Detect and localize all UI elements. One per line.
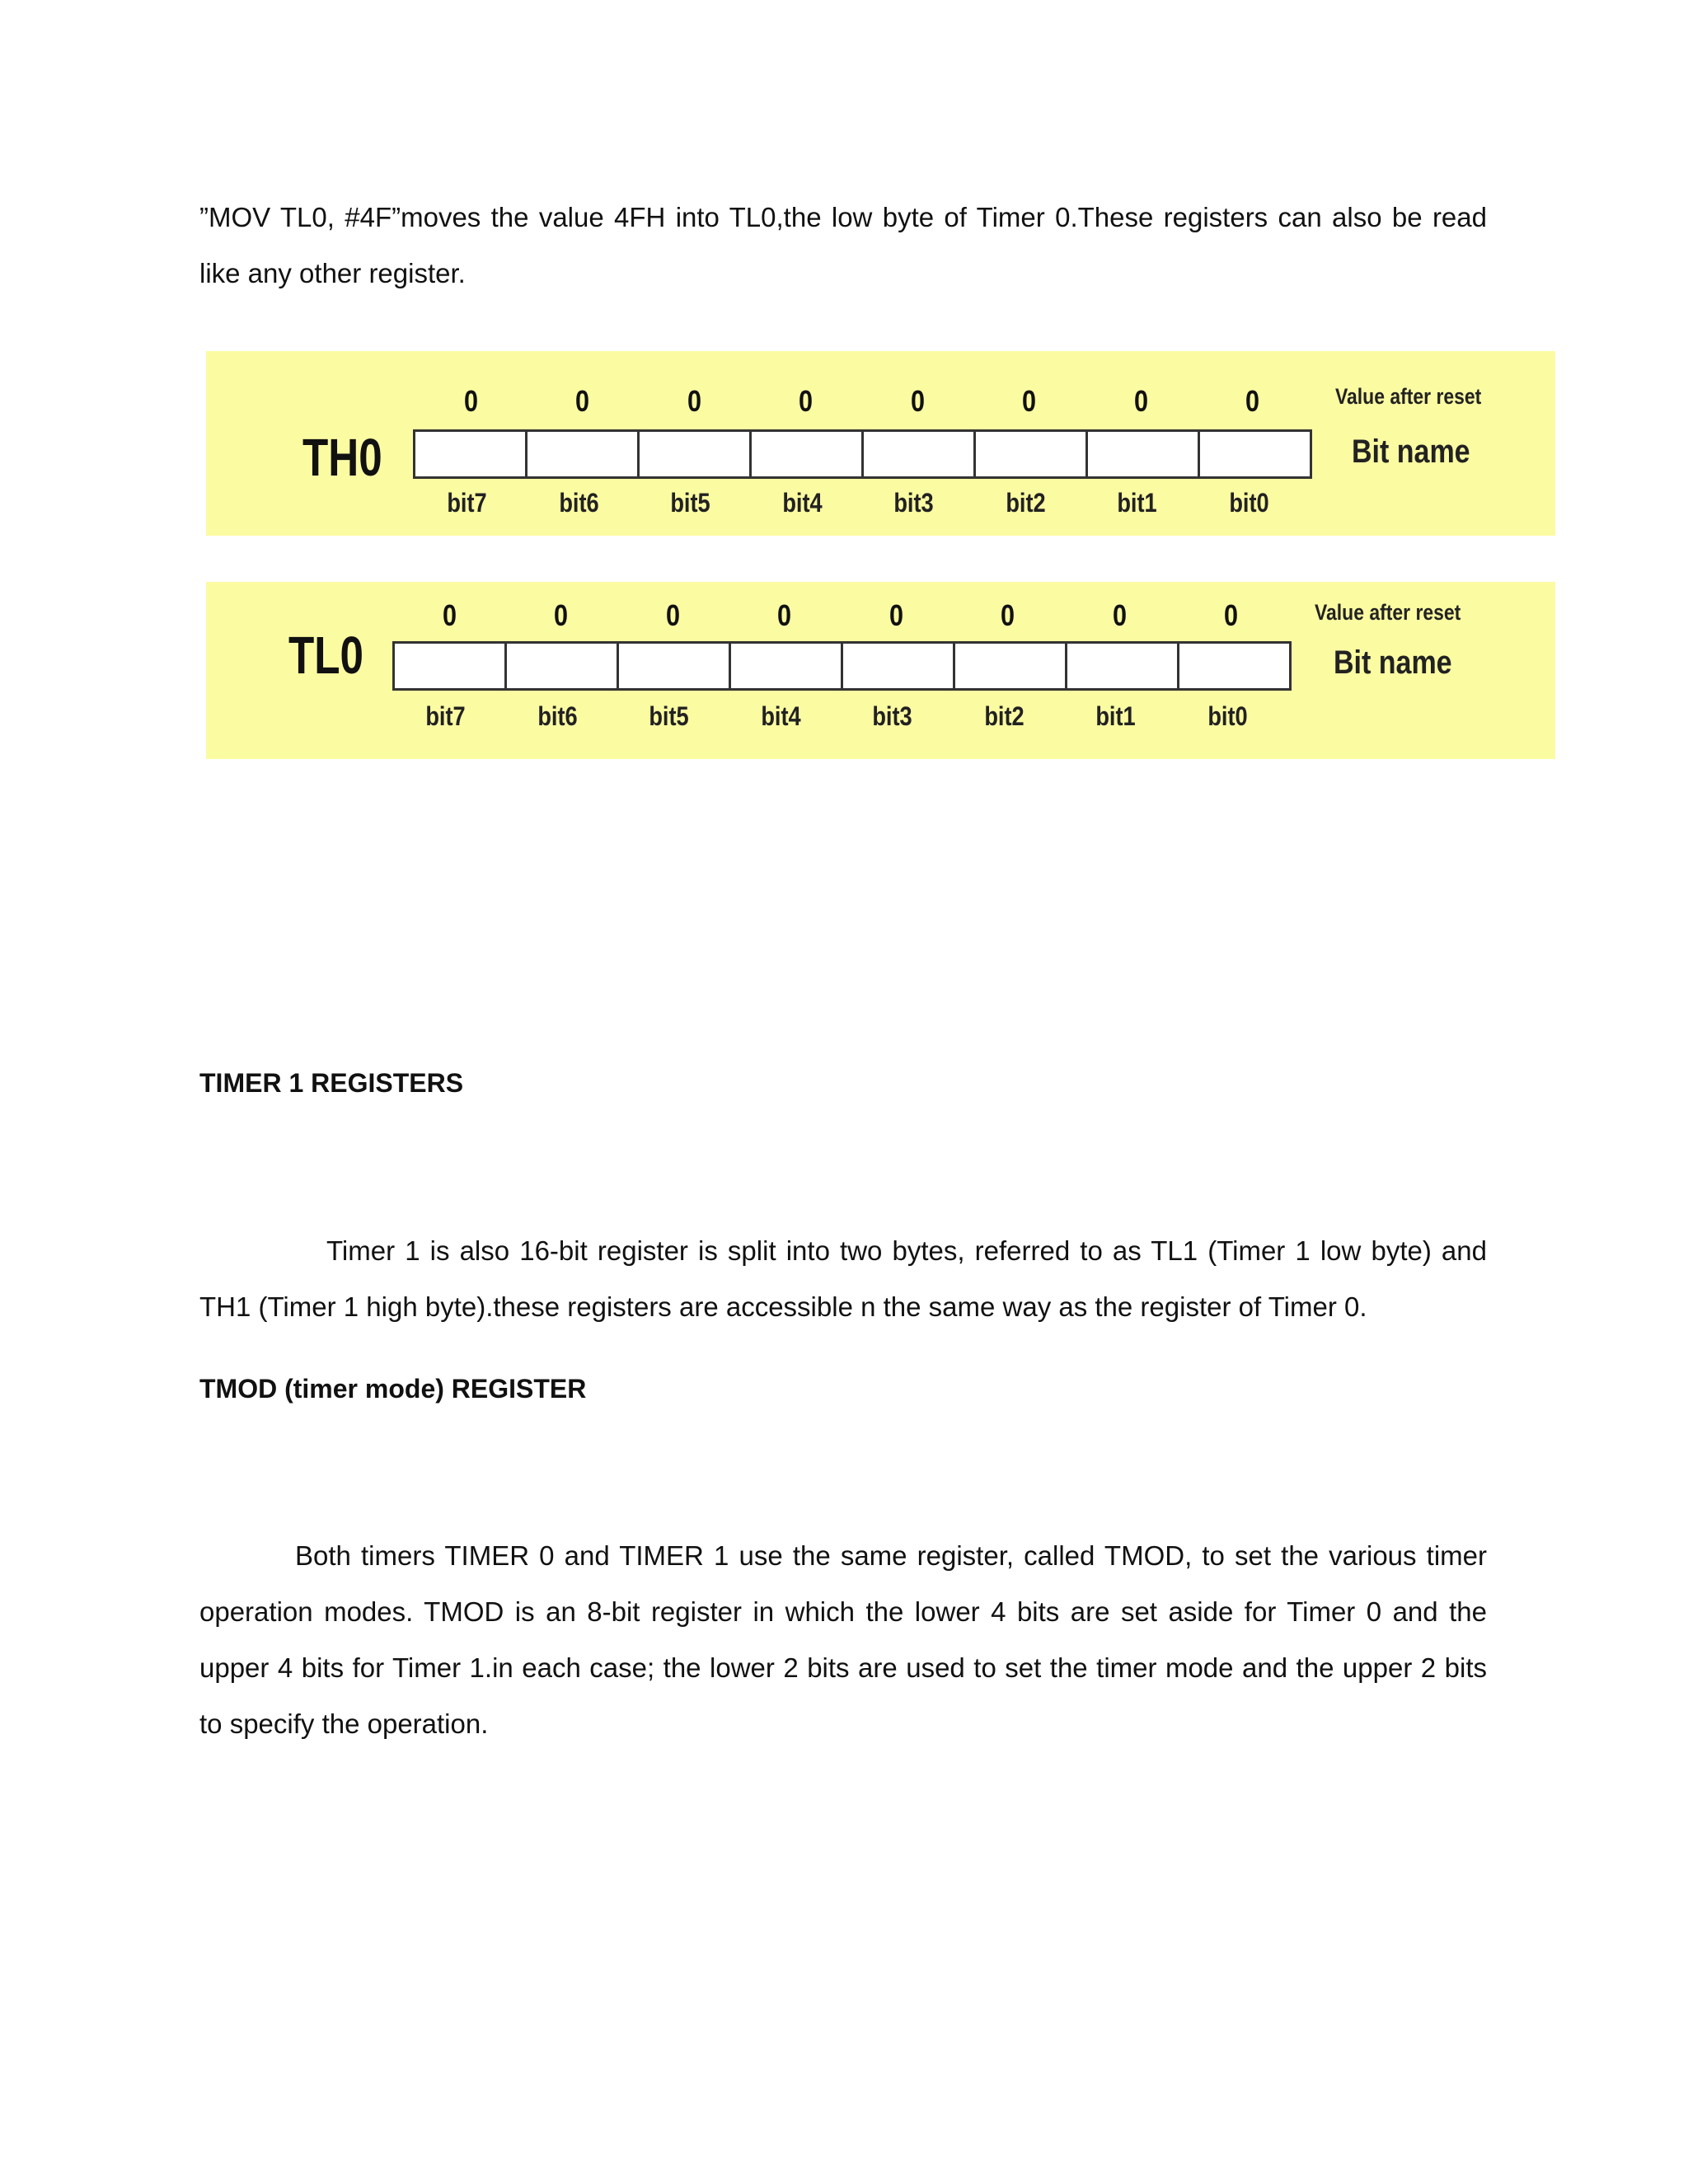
bit-cell	[843, 641, 955, 691]
timer1-paragraph: Timer 1 is also 16-bit register is split into two bytes, referred to as TL1 (Timer 1 low byte) and TH1 (Timer 1 high byte).these registers are accessible n the same way as the register of Timer 0.	[199, 1235, 1487, 1322]
bit-cell	[1179, 641, 1292, 691]
bit-cell	[731, 641, 843, 691]
bit-cell	[640, 429, 752, 479]
reset-value: 0	[1245, 384, 1260, 418]
bit-cell	[1067, 641, 1179, 691]
tl0-register-diagram	[206, 582, 1555, 759]
reset-value: 0	[910, 384, 926, 418]
tmod-heading: TMOD (timer mode) REGISTER	[199, 1374, 587, 1404]
legend-bit-name: Bit name	[1334, 644, 1452, 681]
bit-cell	[976, 429, 1088, 479]
bit-cells-row	[413, 429, 1312, 479]
register-name: TH0	[302, 428, 382, 487]
bit-label: bit4	[761, 701, 801, 731]
reset-value: 0	[442, 598, 457, 632]
reset-value: 0	[553, 598, 569, 632]
bit-cell	[864, 429, 976, 479]
bit-cell	[955, 641, 1067, 691]
reset-value: 0	[1021, 384, 1037, 418]
reset-value: 0	[1223, 598, 1239, 632]
reset-value: 0	[574, 384, 590, 418]
bit-label: bit4	[782, 488, 823, 518]
legend-value-after-reset: Value after reset	[1315, 600, 1461, 625]
reset-value: 0	[687, 384, 702, 418]
legend-value-after-reset: Value after reset	[1335, 384, 1482, 409]
bit-cells-row	[392, 641, 1292, 691]
bit-label: bit6	[537, 701, 578, 731]
bit-cell	[752, 429, 864, 479]
reset-value: 0	[798, 384, 814, 418]
th0-register-diagram	[206, 351, 1555, 536]
bit-label: bit1	[1117, 488, 1157, 518]
reset-value: 0	[1133, 384, 1149, 418]
bit-label: bit0	[1207, 701, 1248, 731]
legend-bit-name: Bit name	[1352, 434, 1470, 470]
bit-label: bit3	[872, 701, 912, 731]
reset-value: 0	[1000, 598, 1015, 632]
reset-value: 0	[463, 384, 479, 418]
bit-label: bit3	[893, 488, 934, 518]
reset-value: 0	[1112, 598, 1128, 632]
register-name: TL0	[288, 626, 364, 685]
bit-cell	[528, 429, 640, 479]
reset-value: 0	[665, 598, 681, 632]
timer1-heading: TIMER 1 REGISTERS	[199, 1068, 464, 1098]
reset-value: 0	[889, 598, 904, 632]
bit-cell	[507, 641, 619, 691]
bit-label: bit5	[670, 488, 710, 518]
reset-value: 0	[776, 598, 792, 632]
bit-cell	[395, 641, 507, 691]
bit-label: bit0	[1229, 488, 1269, 518]
bit-label: bit7	[447, 488, 487, 518]
bit-label: bit5	[649, 701, 689, 731]
tmod-paragraph: Both timers TIMER 0 and TIMER 1 use the same register, called TMOD, to set the various timer operation modes. TMOD is an 8-bit register in which the lower 4 bits are set aside for Timer 0 and the upper 4 bits for Timer 1.in each case; the lower 2 bits are used to set the timer mode and the upper 2 bits to specify the operation.	[199, 1540, 1487, 1739]
intro-paragraph: ”MOV TL0, #4F”moves the value 4FH into TL0,the low byte of Timer 0.These registers can also be read like any other register.	[199, 202, 1487, 288]
bit-cell	[415, 429, 528, 479]
bit-label: bit6	[559, 488, 599, 518]
bit-cell	[1200, 429, 1312, 479]
bit-label: bit2	[1006, 488, 1046, 518]
bit-cell	[1088, 429, 1200, 479]
bit-label: bit1	[1095, 701, 1136, 731]
bit-label: bit7	[425, 701, 466, 731]
bit-label: bit2	[984, 701, 1025, 731]
bit-cell	[619, 641, 731, 691]
